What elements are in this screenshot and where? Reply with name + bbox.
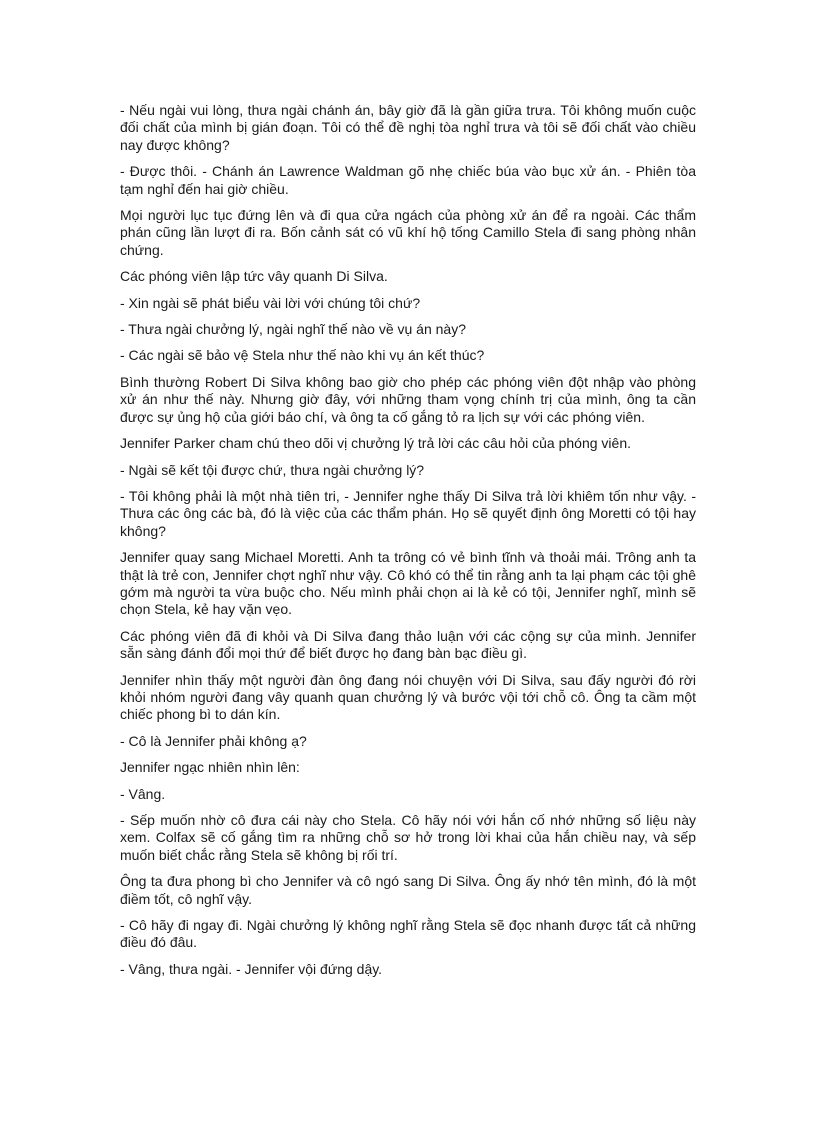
paragraph: Mọi người lục tục đứng lên và đi qua cửa ngách của phòng xử án để ra ngoài. Các thẩm phán cũng lần lượt đi ra. Bốn cảnh sát có vũ khí hộ tống Camillo Stela đi sang phòng nhân chứng.: [120, 207, 696, 258]
paragraph: Jennifer nhìn thấy một người đàn ông đang nói chuyện với Di Silva, sau đấy người đó rời khỏi nhóm người đang vây quanh quan chưởng lý và bước vội tới chỗ cô. Ông ta cầm một chiếc phong bì to dán kín.: [120, 671, 696, 723]
paragraph: - Xin ngài sẽ phát biểu vài lời với chúng tôi chứ?: [120, 294, 421, 311]
paragraph: - Nếu ngài vui lòng, thưa ngài chánh án, bây giờ đã là gần giữa trưa. Tôi không muốn cuộc đối chất của mình bị gián đoạn. Tôi có thể đề nghị tòa nghỉ trưa và tôi sẽ đối chất vào chiều nay được không?: [120, 102, 696, 153]
paragraph: Các phóng viên đã đi khỏi và Di Silva đang thảo luận với các cộng sự của mình. Jennifer sẵn sàng đánh đổi mọi thứ để biết được họ đang bàn bạc điều gì.: [120, 627, 696, 662]
paragraph: Các phóng viên lập tức vây quanh Di Silva.: [120, 268, 388, 285]
paragraph: - Được thôi. - Chánh án Lawrence Waldman gõ nhẹ chiếc búa vào bục xử án. - Phiên tòa tạm nghỉ đến hai giờ chiều.: [120, 163, 696, 197]
paragraph: - Sếp muốn nhờ cô đưa cái này cho Stela. Cô hãy nói với hắn cố nhớ những số liệu này xem. Colfax sẽ cố gắng tìm ra những chỗ sơ hở trong lời khai của hắn chiều nay, và sếp muốn biết chắc rằng Stela sẽ không bị rối trí.: [120, 812, 696, 863]
paragraph: - Cô hãy đi ngay đi. Ngài chưởng lý không nghĩ rằng Stela sẽ đọc nhanh được tất cả những điều đó đâu.: [120, 917, 696, 951]
document-page: [120, 102, 696, 987]
paragraph: - Thưa ngài chưởng lý, ngài nghĩ thế nào về vụ án này?: [120, 321, 467, 338]
paragraph: Jennifer Parker cham chú theo dõi vị chưởng lý trả lời các câu hỏi của phóng viên.: [120, 435, 631, 452]
paragraph: Jennifer ngạc nhiên nhìn lên:: [120, 759, 300, 776]
paragraph: - Vâng.: [120, 785, 166, 802]
paragraph: - Vâng, thưa ngài. - Jennifer vội đứng dậy.: [120, 960, 383, 977]
paragraph: Bình thường Robert Di Silva không bao giờ cho phép các phóng viên đột nhập vào phòng xử án như thế này. Nhưng giờ đây, với những tham vọng chính trị của mình, ông ta cần được sự ủng hộ của giới báo chí, và ông ta cố gắng tỏ ra lịch sự với các phóng viên.: [120, 373, 696, 425]
paragraph: Ông ta đưa phong bì cho Jennifer và cô ngó sang Di Silva. Ông ấy nhớ tên mình, đó là một điềm tốt, cô nghĩ vậy.: [120, 873, 696, 907]
paragraph: - Cô là Jennifer phải không ạ?: [120, 732, 307, 749]
paragraph: - Các ngài sẽ bảo vệ Stela như thế nào khi vụ án kết thúc?: [120, 347, 485, 364]
paragraph: Jennifer quay sang Michael Moretti. Anh ta trông có vẻ bình tĩnh và thoải mái. Trông anh ta thật là trẻ con, Jennifer chợt nghĩ như vậy. Cô khó có thể tin rằng anh ta lại phạm các tội ghê gớm mà người ta vừa buộc cho. Nếu mình phải chọn ai là kẻ có tội, Jennifer nghĩ, mình sẽ chọn Stela, kẻ hay vặn vẹo.: [120, 549, 696, 618]
paragraph: - Ngài sẽ kết tội được chứ, thưa ngài chưởng lý?: [120, 461, 425, 478]
paragraph: - Tôi không phải là một nhà tiên tri, - Jennifer nghe thấy Di Silva trả lời khiêm tốn như vậy. - Thưa các ông các bà, đó là việc của các thẩm phán. Họ sẽ quyết định ông Moretti có tội hay không?: [120, 487, 696, 539]
